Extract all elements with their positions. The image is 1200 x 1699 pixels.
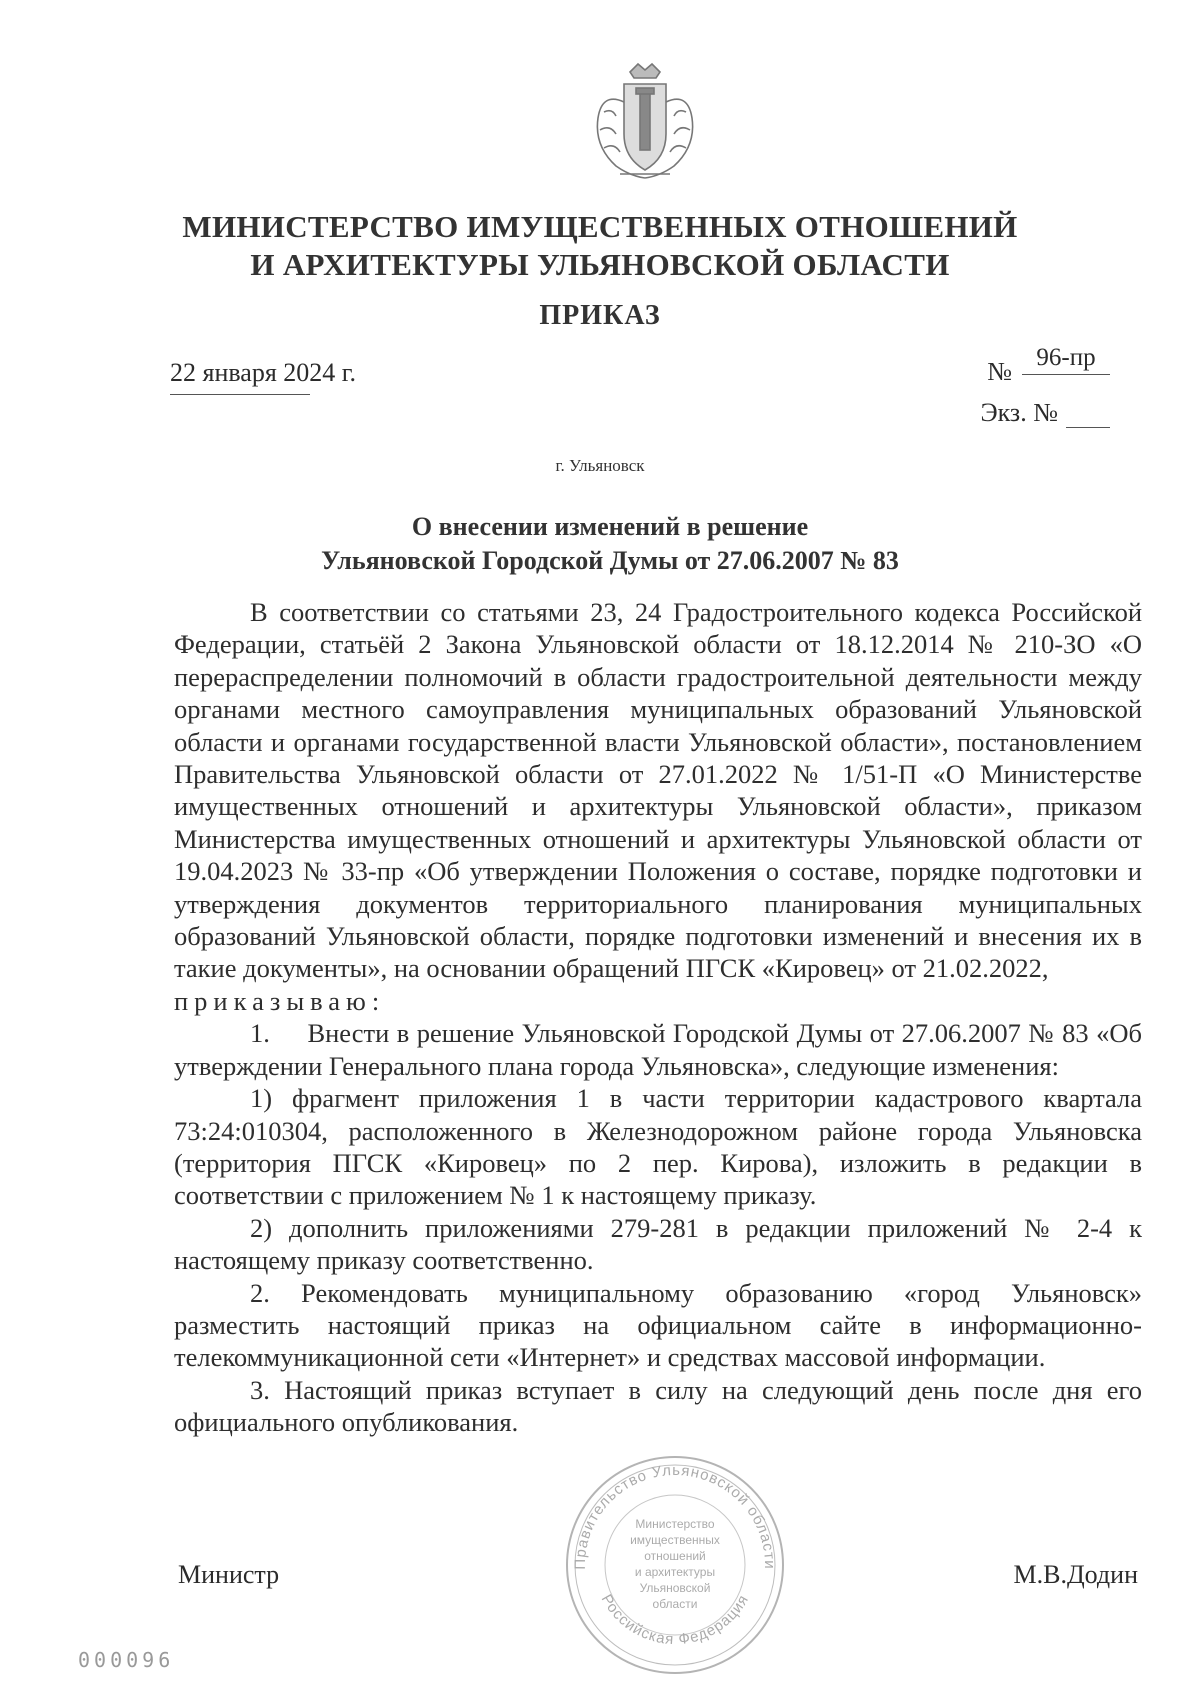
coat-of-arms-icon [590, 62, 700, 184]
copy-number-blank [1066, 405, 1110, 428]
city: г. Ульяновск [555, 456, 645, 475]
document-type: ПРИКАЗ [539, 300, 661, 331]
signer-position: Министр [178, 1560, 280, 1589]
order-subject [150, 510, 1070, 578]
signer-name: М.В.Додин [1013, 1560, 1138, 1589]
document-date: 22 января 2024 г. [170, 358, 357, 387]
item-1-2: 2) дополнить приложениями 279-281 в редакции приложений № 2-4 к настоящему приказу соответственно. [174, 1212, 1142, 1276]
number-value: 96-пр [1022, 344, 1110, 375]
seal-center-line: и архитектуры [634, 1565, 716, 1579]
copy-number [980, 398, 1110, 428]
copy-label: Экз. № [980, 398, 1058, 427]
item-1-1: 1) фрагмент приложения 1 в части территории кадастрового квартала 73:24:010304, расположенного в Железнодорожном районе города Ульяновска (территория ПГСК «Кировец» по 2 пер. Кирова), изложить в редакции в соответствии с приложением № 1 к настоящему приказу. [174, 1083, 1142, 1211]
number-label: № [987, 357, 1012, 386]
date-underline [170, 394, 310, 395]
ministry-name [150, 208, 1050, 284]
subject-line2: Ульяновской Городской Думы от 27.06.2007 № 83 [321, 546, 899, 575]
seal-ring-bottom: Российская Федерация [597, 1591, 753, 1649]
ministry-name-line2: И АРХИТЕКТУРЫ УЛЬЯНОВСКОЙ ОБЛАСТИ [250, 247, 950, 282]
seal-center-line: Ульяновской [639, 1581, 711, 1595]
seal-center-line: Министерство [635, 1517, 715, 1531]
ministry-name-line1: МИНИСТЕРСТВО ИМУЩЕСТВЕННЫХ ОТНОШЕНИЙ [182, 209, 1018, 244]
subject-line1: О внесении изменений в решение [411, 512, 809, 541]
seal-center-line: отношений [644, 1549, 706, 1563]
seal-center-line: имущественных [630, 1533, 720, 1547]
item-3: 3. Настоящий приказ вступает в силу на следующий день после дня его официального опубликования. [174, 1374, 1142, 1438]
order-word: приказываю: [174, 985, 386, 1016]
seal-center-line: области [652, 1597, 698, 1611]
item-2: 2. Рекомендовать муниципальному образованию «город Ульяновск» разместить настоящий приказ на официальном сайте в информационно-телекоммуникационной сети «Интернет» и средствах массовой информации. [174, 1277, 1142, 1373]
document-number [987, 344, 1110, 387]
order-body [174, 596, 1149, 1439]
official-seal-icon [560, 1450, 790, 1680]
item-1: 1. Внести в решение Ульяновской Городской Думы от 27.06.2007 № 83 «Об утверждении Генерального плана города Ульяновска», следующие изменения: [174, 1018, 1149, 1081]
footer-code: 000096 [78, 1648, 175, 1672]
preamble: В соответствии со статьями 23, 24 Градостроительного кодекса Российской Федерации, статьёй 2 Закона Ульяновской области от 18.12.2014 № 210-ЗО «О перераспределении полномочий в области градостроительной деятельности между органами местного самоуправления муниципальных образований Ульяновской области и органами государственной власти Ульяновской области», постановлением Правительства Ульяновской области от 27.01.2022 № 1/51-П «О Министерстве имущественных отношений и архитектуры Ульяновской области», приказом Министерства имущественных отношений и архитектуры Ульяновской области от 19.04.2023 № 33-пр «Об утверждении Положения о составе, порядке подготовки и утверждения документов территориального планирования муниципальных образований Ульяновской области, порядке подготовки изменений и внесения их в такие документы», на основании обращений ПГСК «Кировец» от 21.02.2022, [174, 597, 1142, 984]
seal-ring-top: Правительство Ульяновской области [571, 1461, 779, 1570]
